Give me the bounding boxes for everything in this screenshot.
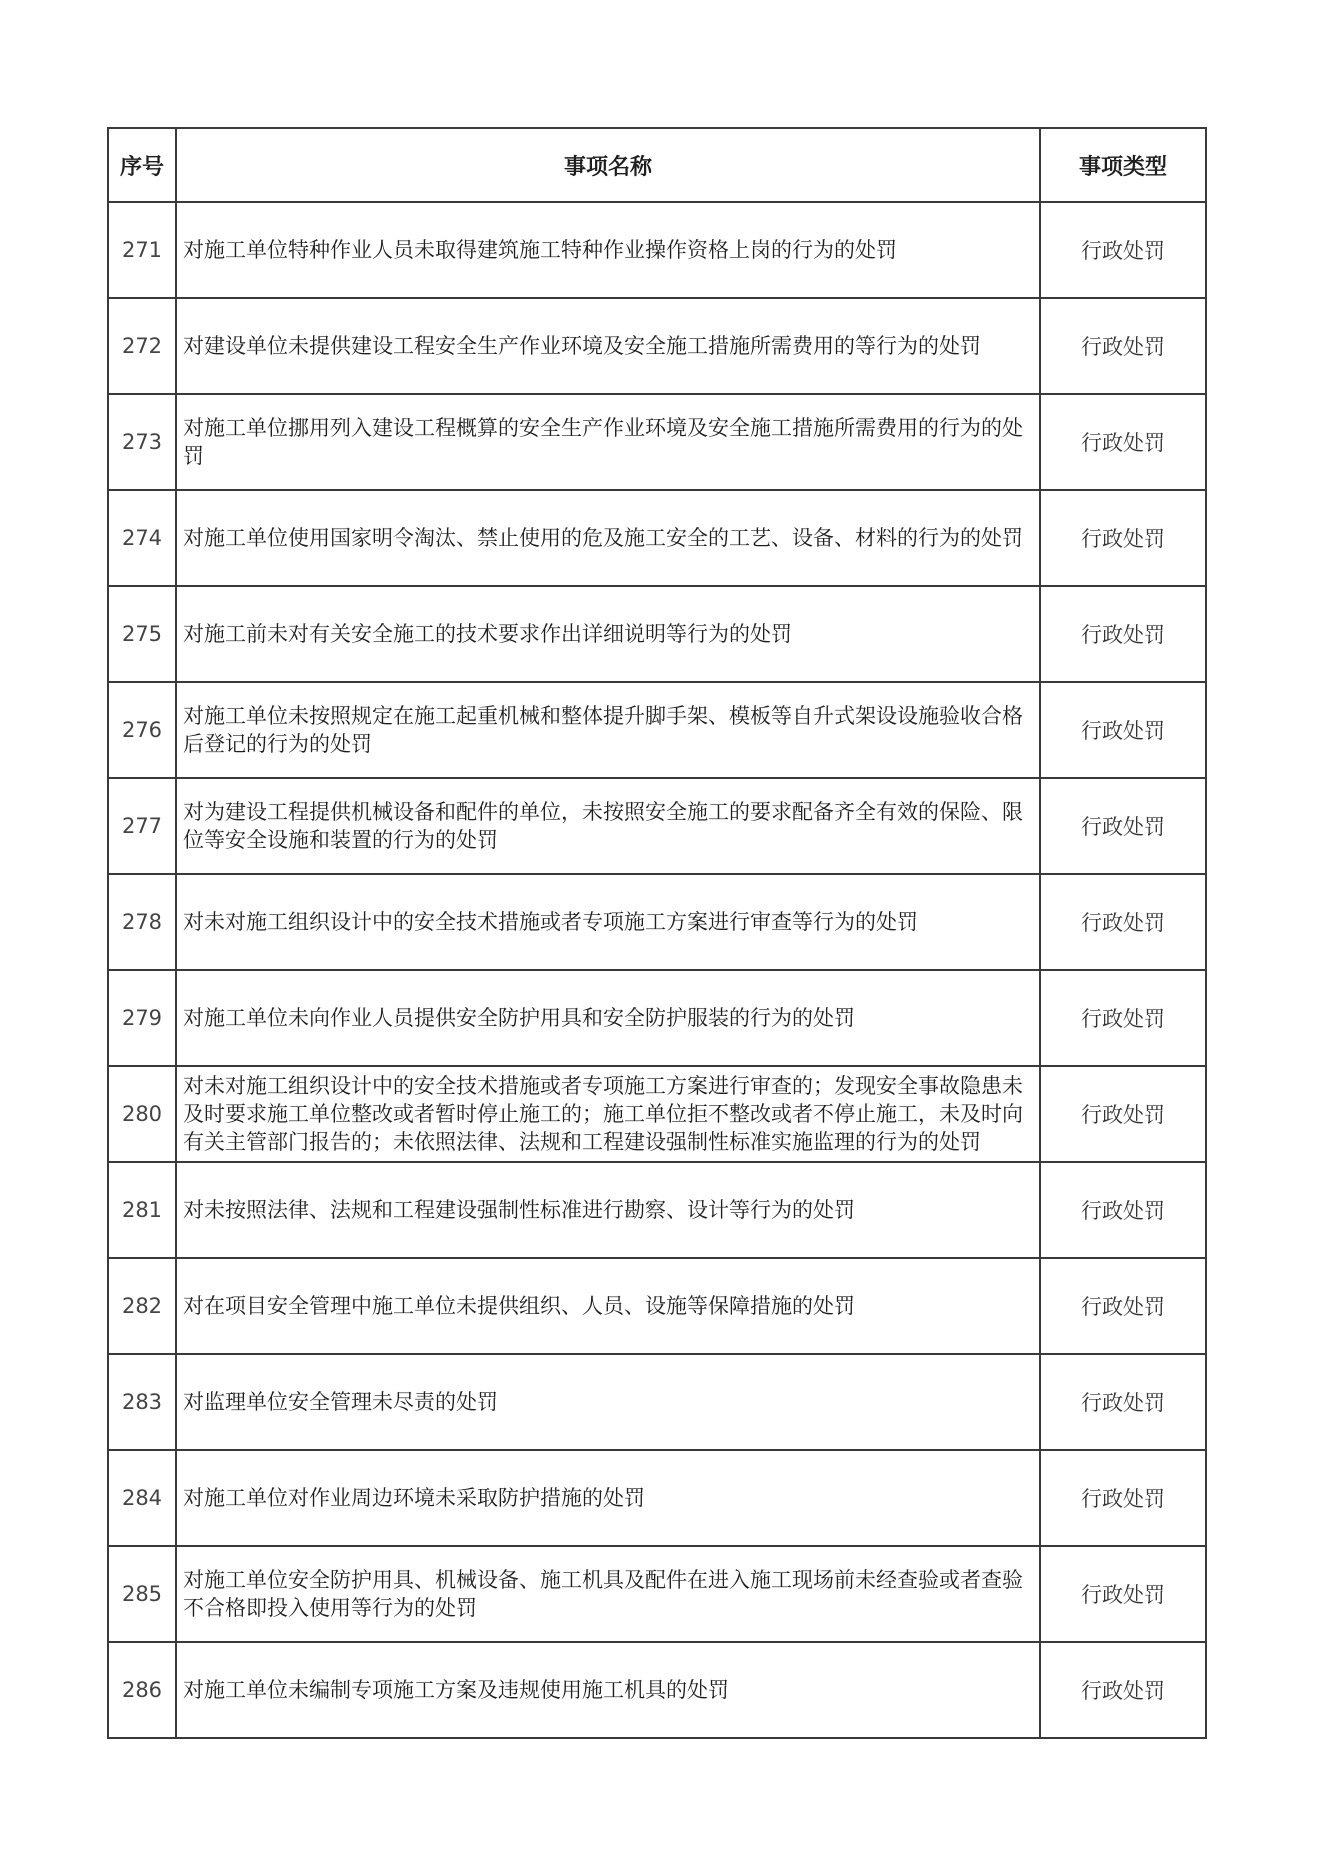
row-item-name <box>176 1162 1040 1258</box>
table-row <box>108 1162 1206 1258</box>
table-row <box>108 394 1206 490</box>
table-row <box>108 1258 1206 1354</box>
row-item-name-text: 对施工单位安全防护用具、机械设备、施工机具及配件在进入施工现场前未经查验或者查验不合格即投入使用等行为的处罚 <box>183 1568 1023 1620</box>
row-item-name-text: 对建设单位未提供建设工程安全生产作业环境及安全施工措施所需费用的等行为的处罚 <box>183 334 981 359</box>
row-number: 284 <box>108 1450 176 1546</box>
table-row <box>108 202 1206 298</box>
row-number: 276 <box>108 682 176 778</box>
row-item-name-text: 对施工前未对有关安全施工的技术要求作出详细说明等行为的处罚 <box>183 622 792 647</box>
row-number: 277 <box>108 778 176 874</box>
row-item-name-text: 对施工单位未按照规定在施工起重机械和整体提升脚手架、模板等自升式架设设施验收合格后登记的行为的处罚 <box>183 704 1023 756</box>
row-item-type: 行政处罚 <box>1040 1066 1206 1162</box>
row-item-type: 行政处罚 <box>1040 1258 1206 1354</box>
row-number: 278 <box>108 874 176 970</box>
row-item-type: 行政处罚 <box>1040 970 1206 1066</box>
row-item-name <box>176 298 1040 394</box>
row-item-name-text: 对在项目安全管理中施工单位未提供组织、人员、设施等保障措施的处罚 <box>183 1294 855 1319</box>
row-item-name-text: 对未对施工组织设计中的安全技术措施或者专项施工方案进行审查的；发现安全事故隐患未及时要求施工单位整改或者暂时停止施工的；施工单位拒不整改或者不停止施工，未及时向有关主管部门报告的；未依照法律、法规和工程建设强制性标准实施监理的行为的处罚 <box>183 1074 1023 1154</box>
table-row <box>108 298 1206 394</box>
row-item-name-text: 对施工单位特种作业人员未取得建筑施工特种作业操作资格上岗的行为的处罚 <box>183 238 897 263</box>
row-item-type: 行政处罚 <box>1040 1162 1206 1258</box>
table-row <box>108 1450 1206 1546</box>
row-item-type: 行政处罚 <box>1040 1354 1206 1450</box>
row-number: 285 <box>108 1546 176 1642</box>
row-item-name <box>176 874 1040 970</box>
table-row <box>108 586 1206 682</box>
table-row <box>108 1066 1206 1162</box>
table-row <box>108 1354 1206 1450</box>
row-item-name-text: 对施工单位挪用列入建设工程概算的安全生产作业环境及安全施工措施所需费用的行为的处罚 <box>183 416 1023 468</box>
row-item-type: 行政处罚 <box>1040 778 1206 874</box>
row-item-type: 行政处罚 <box>1040 874 1206 970</box>
row-item-name <box>176 202 1040 298</box>
row-item-name <box>176 1354 1040 1450</box>
row-item-type: 行政处罚 <box>1040 1642 1206 1738</box>
row-item-type: 行政处罚 <box>1040 1546 1206 1642</box>
table-row <box>108 1546 1206 1642</box>
row-item-name-text: 对施工单位对作业周边环境未采取防护措施的处罚 <box>183 1486 645 1511</box>
row-number: 279 <box>108 970 176 1066</box>
row-item-name <box>176 586 1040 682</box>
row-number: 286 <box>108 1642 176 1738</box>
table-row <box>108 1642 1206 1738</box>
row-item-name <box>176 1642 1040 1738</box>
row-number: 272 <box>108 298 176 394</box>
row-item-name-text: 对监理单位安全管理未尽责的处罚 <box>183 1390 498 1415</box>
row-item-type: 行政处罚 <box>1040 1450 1206 1546</box>
table-row <box>108 874 1206 970</box>
row-item-name <box>176 682 1040 778</box>
row-item-name <box>176 490 1040 586</box>
row-item-name <box>176 778 1040 874</box>
items-table <box>107 127 1207 1739</box>
row-item-type: 行政处罚 <box>1040 490 1206 586</box>
table-row <box>108 778 1206 874</box>
row-number: 271 <box>108 202 176 298</box>
row-item-name <box>176 1258 1040 1354</box>
table-row <box>108 970 1206 1066</box>
header-item-name: 事项名称 <box>176 128 1040 202</box>
row-item-name <box>176 1066 1040 1162</box>
row-item-name-text: 对未按照法律、法规和工程建设强制性标准进行勘察、设计等行为的处罚 <box>183 1198 855 1223</box>
row-number: 282 <box>108 1258 176 1354</box>
row-number: 280 <box>108 1066 176 1162</box>
header-serial-number: 序号 <box>108 128 176 202</box>
row-item-name-text: 对为建设工程提供机械设备和配件的单位，未按照安全施工的要求配备齐全有效的保险、限位等安全设施和装置的行为的处罚 <box>183 800 1023 852</box>
table-row <box>108 682 1206 778</box>
row-number: 275 <box>108 586 176 682</box>
row-item-name <box>176 970 1040 1066</box>
row-number: 281 <box>108 1162 176 1258</box>
row-item-name <box>176 394 1040 490</box>
row-number: 274 <box>108 490 176 586</box>
row-item-type: 行政处罚 <box>1040 202 1206 298</box>
row-item-name-text: 对施工单位未向作业人员提供安全防护用具和安全防护服装的行为的处罚 <box>183 1006 855 1031</box>
row-number: 273 <box>108 394 176 490</box>
table-header-row <box>108 128 1206 202</box>
row-item-name-text: 对施工单位未编制专项施工方案及违规使用施工机具的处罚 <box>183 1678 729 1703</box>
row-item-type: 行政处罚 <box>1040 682 1206 778</box>
row-item-name-text: 对施工单位使用国家明令淘汰、禁止使用的危及施工安全的工艺、设备、材料的行为的处罚 <box>183 526 1023 551</box>
row-item-name <box>176 1546 1040 1642</box>
row-item-type: 行政处罚 <box>1040 586 1206 682</box>
row-item-type: 行政处罚 <box>1040 394 1206 490</box>
table-row <box>108 490 1206 586</box>
row-item-type: 行政处罚 <box>1040 298 1206 394</box>
row-item-name <box>176 1450 1040 1546</box>
header-item-type: 事项类型 <box>1040 128 1206 202</box>
row-item-name-text: 对未对施工组织设计中的安全技术措施或者专项施工方案进行审查等行为的处罚 <box>183 910 918 935</box>
row-number: 283 <box>108 1354 176 1450</box>
